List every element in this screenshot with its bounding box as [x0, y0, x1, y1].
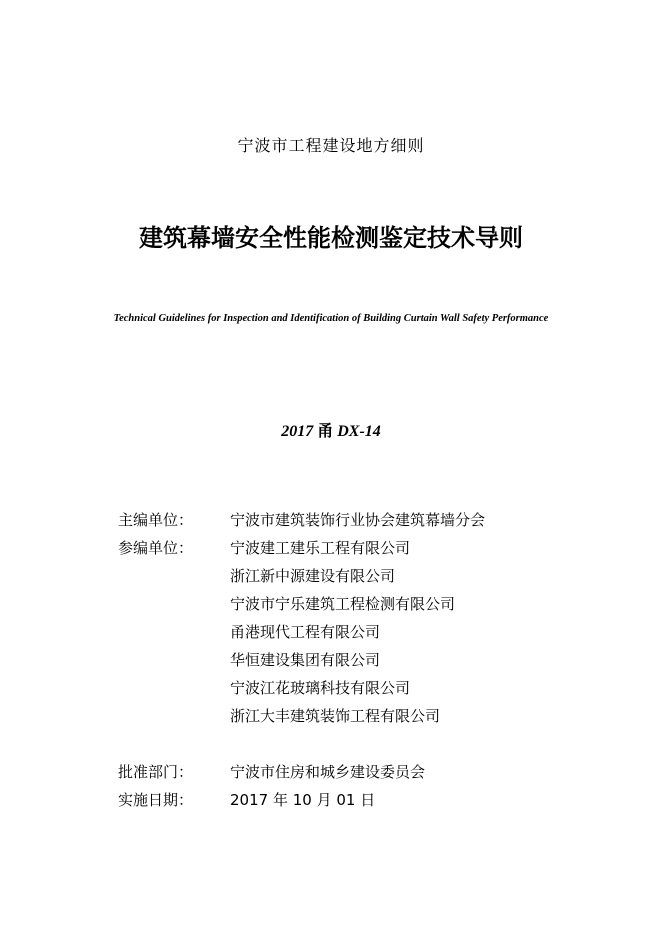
code-id: DX-14 — [337, 423, 381, 440]
main-title: 建筑幕墙安全性能检测鉴定技术导则 — [139, 223, 523, 252]
co-editor-unit: 浙江大丰建筑装饰工程有限公司 — [230, 707, 441, 725]
approval-value: 宁波市住房和城乡建设委员会 — [230, 763, 426, 781]
approval-label: 批准部门： — [118, 763, 194, 781]
co-editor-label: 参编单位： — [118, 539, 194, 557]
chief-editor-value: 宁波市建筑装饰行业协会建筑幕墙分会 — [230, 511, 486, 529]
english-title: Technical Guidelines for Inspection and Identification of Building Curtain Wall Safety Performance — [113, 313, 549, 324]
standard-code — [0, 418, 662, 441]
chief-editor-row — [118, 506, 618, 534]
approval-row — [118, 758, 618, 786]
series-title: 宁波市工程建设地方细则 — [237, 136, 425, 155]
co-editor-row — [118, 534, 618, 562]
code-year: 2017 — [281, 423, 314, 440]
co-editor-row — [118, 562, 618, 590]
spacer — [118, 730, 618, 758]
co-editor-row — [118, 590, 618, 618]
effective-date-row — [118, 786, 618, 814]
co-editor-unit: 宁波建工建乐工程有限公司 — [230, 539, 411, 557]
co-editor-unit: 宁波江花玻璃科技有限公司 — [230, 679, 411, 697]
effective-date-value: 2017 年 10 月 01 日 — [230, 791, 376, 809]
co-editor-row — [118, 646, 618, 674]
co-editor-row — [118, 618, 618, 646]
code-char: 甬 — [317, 421, 334, 440]
effective-date-label: 实施日期： — [118, 791, 194, 809]
info-block — [118, 506, 618, 814]
co-editor-unit: 甬港现代工程有限公司 — [230, 623, 381, 641]
co-editor-row — [118, 674, 618, 702]
co-editor-unit: 华恒建设集团有限公司 — [230, 651, 381, 669]
co-editor-unit: 浙江新中源建设有限公司 — [230, 567, 396, 585]
chief-editor-label: 主编单位： — [118, 511, 194, 529]
co-editor-unit: 宁波市宁乐建筑工程检测有限公司 — [230, 595, 456, 613]
co-editor-row — [118, 702, 618, 730]
